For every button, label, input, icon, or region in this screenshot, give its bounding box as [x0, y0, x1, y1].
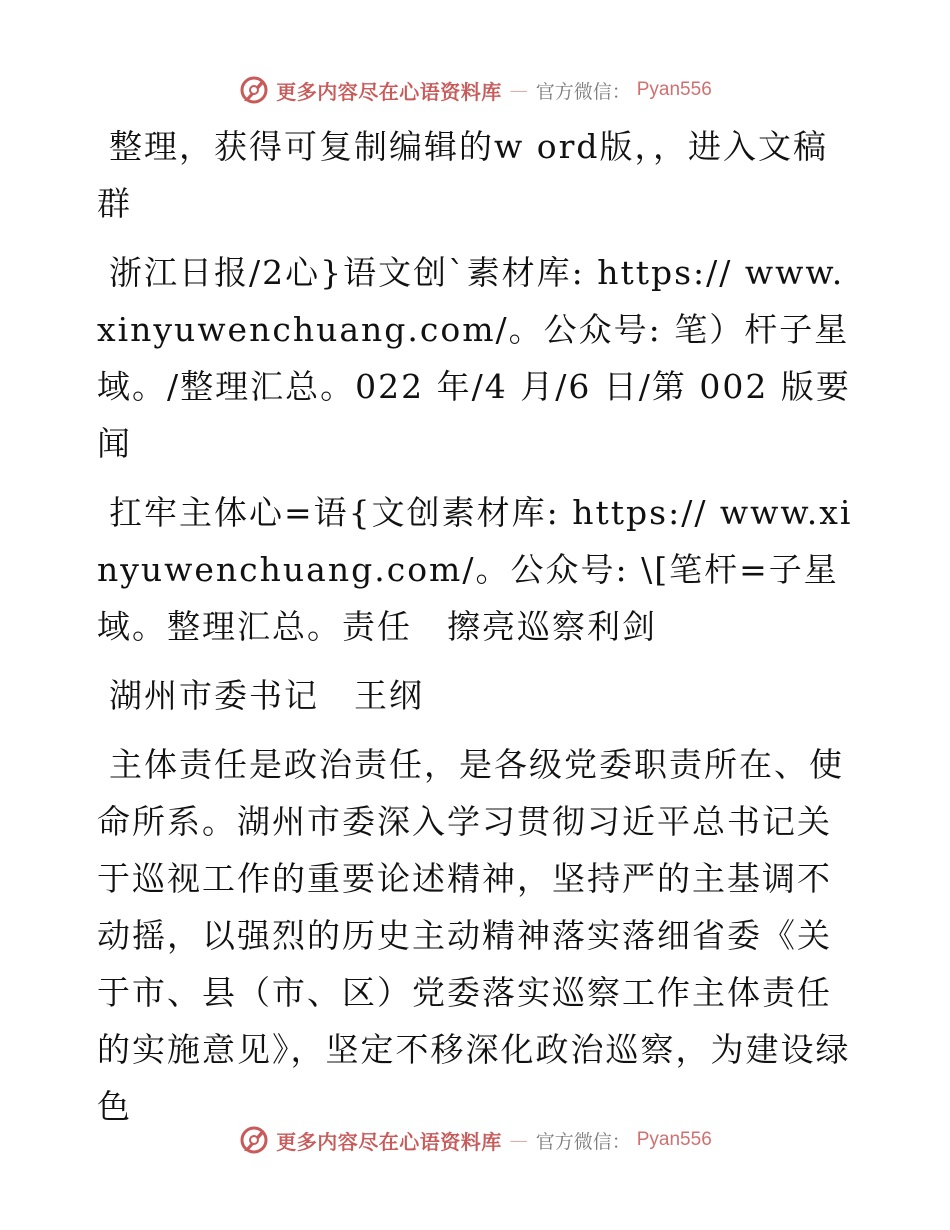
watermark-dash: —	[509, 79, 528, 101]
footer-watermark	[0, 1120, 950, 1160]
watermark-wechat-label: 官方微信：	[535, 1130, 631, 1153]
paragraph: 浙江日报/2心}语文创`素材库: https:// www.xinyuwenchuang.com/。公众号: 笔）杆子星域。/整理汇总。022 年/4 月/6 日/第 002 版要闻	[97, 253, 851, 463]
watermark-text: 更多内容尽在心语资料库	[276, 1129, 502, 1154]
quill-circle-icon	[238, 1124, 270, 1156]
watermark-wechat-label: 官方微信：	[535, 80, 631, 103]
header-watermark	[0, 70, 950, 110]
paragraph: 主体责任是政治责任，是各级党委职责所在、使命所系。湖州市委深入学习贯彻习近平总书记关于巡视工作的重要论述精神，坚持严的主基调不动摇，以强烈的历史主动精神落实落细省委《关于市、县（市、区）党委落实巡察工作主体责任的实施意见》，坚定不移深化政治巡察，为建设绿色	[97, 745, 851, 1126]
watermark-dash: —	[509, 1129, 528, 1151]
paragraph: 扛牢主体心=语{文创素材库: https:// www.xinyuwenchuang.com/。公众号: \[笔杆=子星域。整理汇总。责任 擦亮巡察利剑	[97, 493, 853, 646]
watermark-group	[238, 1124, 712, 1156]
quill-circle-icon	[238, 74, 270, 106]
watermark-text: 更多内容尽在心语资料库	[276, 79, 502, 104]
paragraph: 整理，获得可复制编辑的w ord版，，进入文稿群	[97, 127, 829, 223]
document-body	[97, 118, 857, 1147]
watermark-group	[238, 74, 712, 106]
author-line: 湖州市委书记 王纲	[109, 676, 424, 715]
watermark-wechat-id: Pyan556	[636, 79, 712, 100]
watermark-wechat-id: Pyan556	[636, 1129, 712, 1150]
